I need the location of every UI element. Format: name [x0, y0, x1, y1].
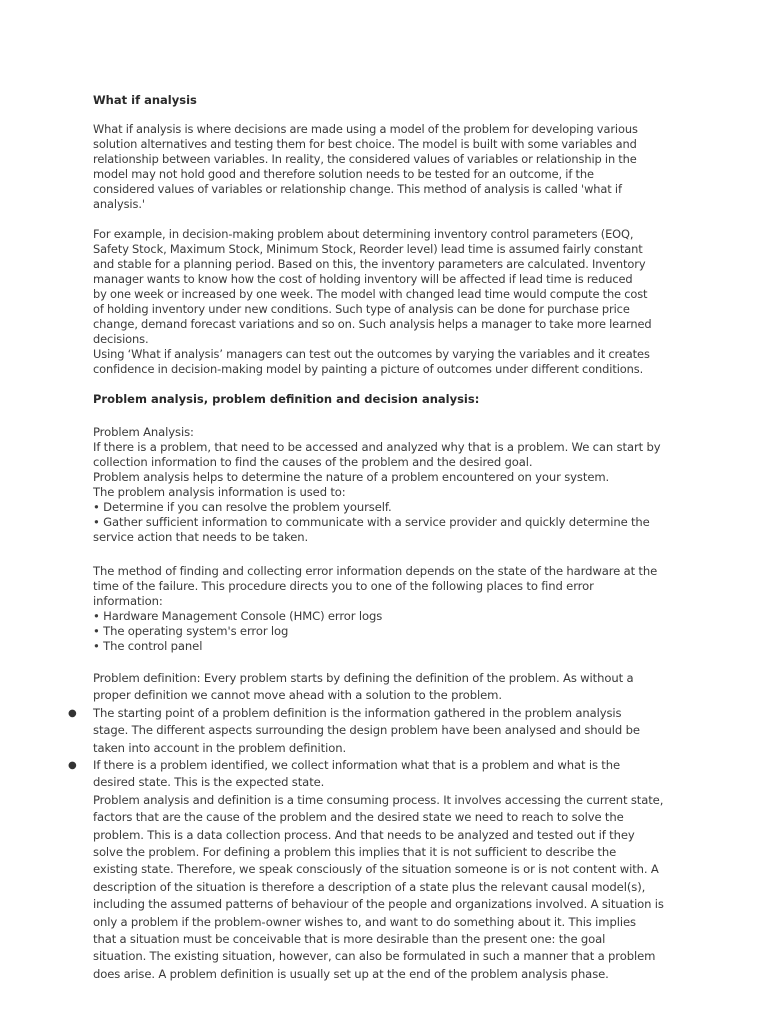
text-line: does arise. A problem definition is usually set up at the end of the problem analysis phase.: [93, 966, 609, 981]
text-line: manager wants to know how the cost of holding inventory will be affected if lead time is reduced: [93, 272, 633, 286]
list-item: • The control panel: [93, 639, 203, 653]
text-line: of holding inventory under new conditions. Such type of analysis can be done for purchase price: [93, 302, 630, 316]
bullet-item-problem-identified: [93, 757, 683, 983]
text-line: that a situation must be conceivable that is more desirable than the present one: the goal: [93, 932, 606, 947]
text-line: model may not hold good and therefore solution needs to be tested for an outcome, if the: [93, 167, 594, 181]
heading-problem-analysis: Problem analysis, problem definition and decision analysis:: [93, 392, 480, 406]
text-line: relationship between variables. In reality, the considered values of variables or relationship in the: [93, 152, 637, 166]
text-line: Problem analysis helps to determine the nature of a problem encountered on your system.: [93, 470, 610, 484]
problem-analysis-paragraph: [93, 425, 683, 545]
text-line: desired state. This is the expected state.: [93, 775, 325, 790]
text-line: If there is a problem identified, we collect information what that is a problem and what is the: [93, 758, 621, 772]
text-line: factors that are the cause of the problem and the desired state we need to reach to solve the: [93, 810, 624, 825]
error-information-paragraph: [93, 564, 683, 654]
text-line: stage. The different aspects surrounding the design problem have been analysed and should be: [93, 723, 640, 738]
text-line: confidence in decision-making model by painting a picture of outcomes under different conditions.: [93, 362, 644, 376]
text-line: The starting point of a problem definition is the information gathered in the problem analysis: [93, 706, 622, 720]
text-line: Problem analysis and definition is a time consuming process. It involves accessing the current state,: [93, 792, 664, 807]
text-line: analysis.': [93, 197, 145, 211]
list-item: • Determine if you can resolve the problem yourself.: [93, 500, 392, 514]
text-line: taken into account in the problem definition.: [93, 740, 347, 755]
text-line: The method of finding and collecting error information depends on the state of the hardware at the: [93, 564, 658, 578]
text-line: time of the failure. This procedure directs you to one of the following places to find error: [93, 579, 594, 593]
text-line: What if analysis is where decisions are made using a model of the problem for developing various: [93, 122, 638, 136]
text-line: service action that needs to be taken.: [93, 530, 309, 544]
text-line: by one week or increased by one week. The model with changed lead time would compute the cost: [93, 287, 648, 301]
text-line: solve the problem. For defining a problem this implies that it is not sufficient to describe the: [93, 845, 617, 860]
bullet-dot: ●: [68, 760, 77, 771]
what-if-definition-paragraph: [93, 122, 683, 212]
list-item: • Hardware Management Console (HMC) error logs: [93, 609, 383, 623]
text-line: Using ‘What if analysis’ managers can test out the outcomes by varying the variables and it creates: [93, 347, 650, 361]
list-item: • Gather sufficient information to communicate with a service provider and quickly determine the: [93, 515, 650, 529]
text-line: information:: [93, 594, 163, 608]
text-line: situation. The existing situation, however, can also be formulated in such a manner that a problem: [93, 949, 656, 964]
text-line: problem. This is a data collection process. And that needs to be analyzed and tested out if they: [93, 827, 635, 842]
text-line: decisions.: [93, 332, 149, 346]
list-item: • The operating system's error log: [93, 624, 289, 638]
text-line: solution alternatives and testing them for best choice. The model is built with some variables and: [93, 137, 637, 151]
text-line: For example, in decision-making problem about determining inventory control parameters (EOQ,: [93, 227, 634, 241]
text-line: including the assumed patterns of behaviour of the people and organizations involved. A situation is: [93, 897, 664, 912]
bullet-dot: ●: [68, 708, 77, 719]
text-line: If there is a problem, that need to be accessed and analyzed why that is a problem. We can start by: [93, 440, 661, 454]
text-line: Safety Stock, Maximum Stock, Minimum Stock, Reorder level) lead time is assumed fairly constant: [93, 242, 643, 256]
text-line: only a problem if the problem-owner wishes to, and want to do something about it. This implies: [93, 914, 636, 929]
text-line: proper definition we cannot move ahead with a solution to the problem.: [93, 688, 502, 703]
text-line: and stable for a planning period. Based on this, the inventory parameters are calculated. Inventory: [93, 257, 646, 271]
problem-definition-paragraph: [93, 670, 683, 705]
bullet-item-starting-point: [93, 705, 683, 757]
text-line: existing state. Therefore, we speak consciously of the situation someone is or is not content with. A: [93, 862, 659, 877]
text-line: Problem definition: Every problem starts by defining the definition of the problem. As without a: [93, 671, 634, 685]
text-line: collection information to find the causes of the problem and the desired goal.: [93, 455, 533, 469]
inventory-example-paragraph: [93, 227, 683, 377]
heading-what-if-analysis: What if analysis: [93, 93, 197, 107]
text-line: description of the situation is therefore a description of a state plus the relevant causal model(s),: [93, 879, 646, 894]
text-line: change, demand forecast variations and so on. Such analysis helps a manager to take more learned: [93, 317, 652, 331]
text-line: considered values of variables or relationship change. This method of analysis is called 'what if: [93, 182, 622, 196]
text-line: Problem Analysis:: [93, 425, 194, 439]
text-line: The problem analysis information is used to:: [93, 485, 346, 499]
